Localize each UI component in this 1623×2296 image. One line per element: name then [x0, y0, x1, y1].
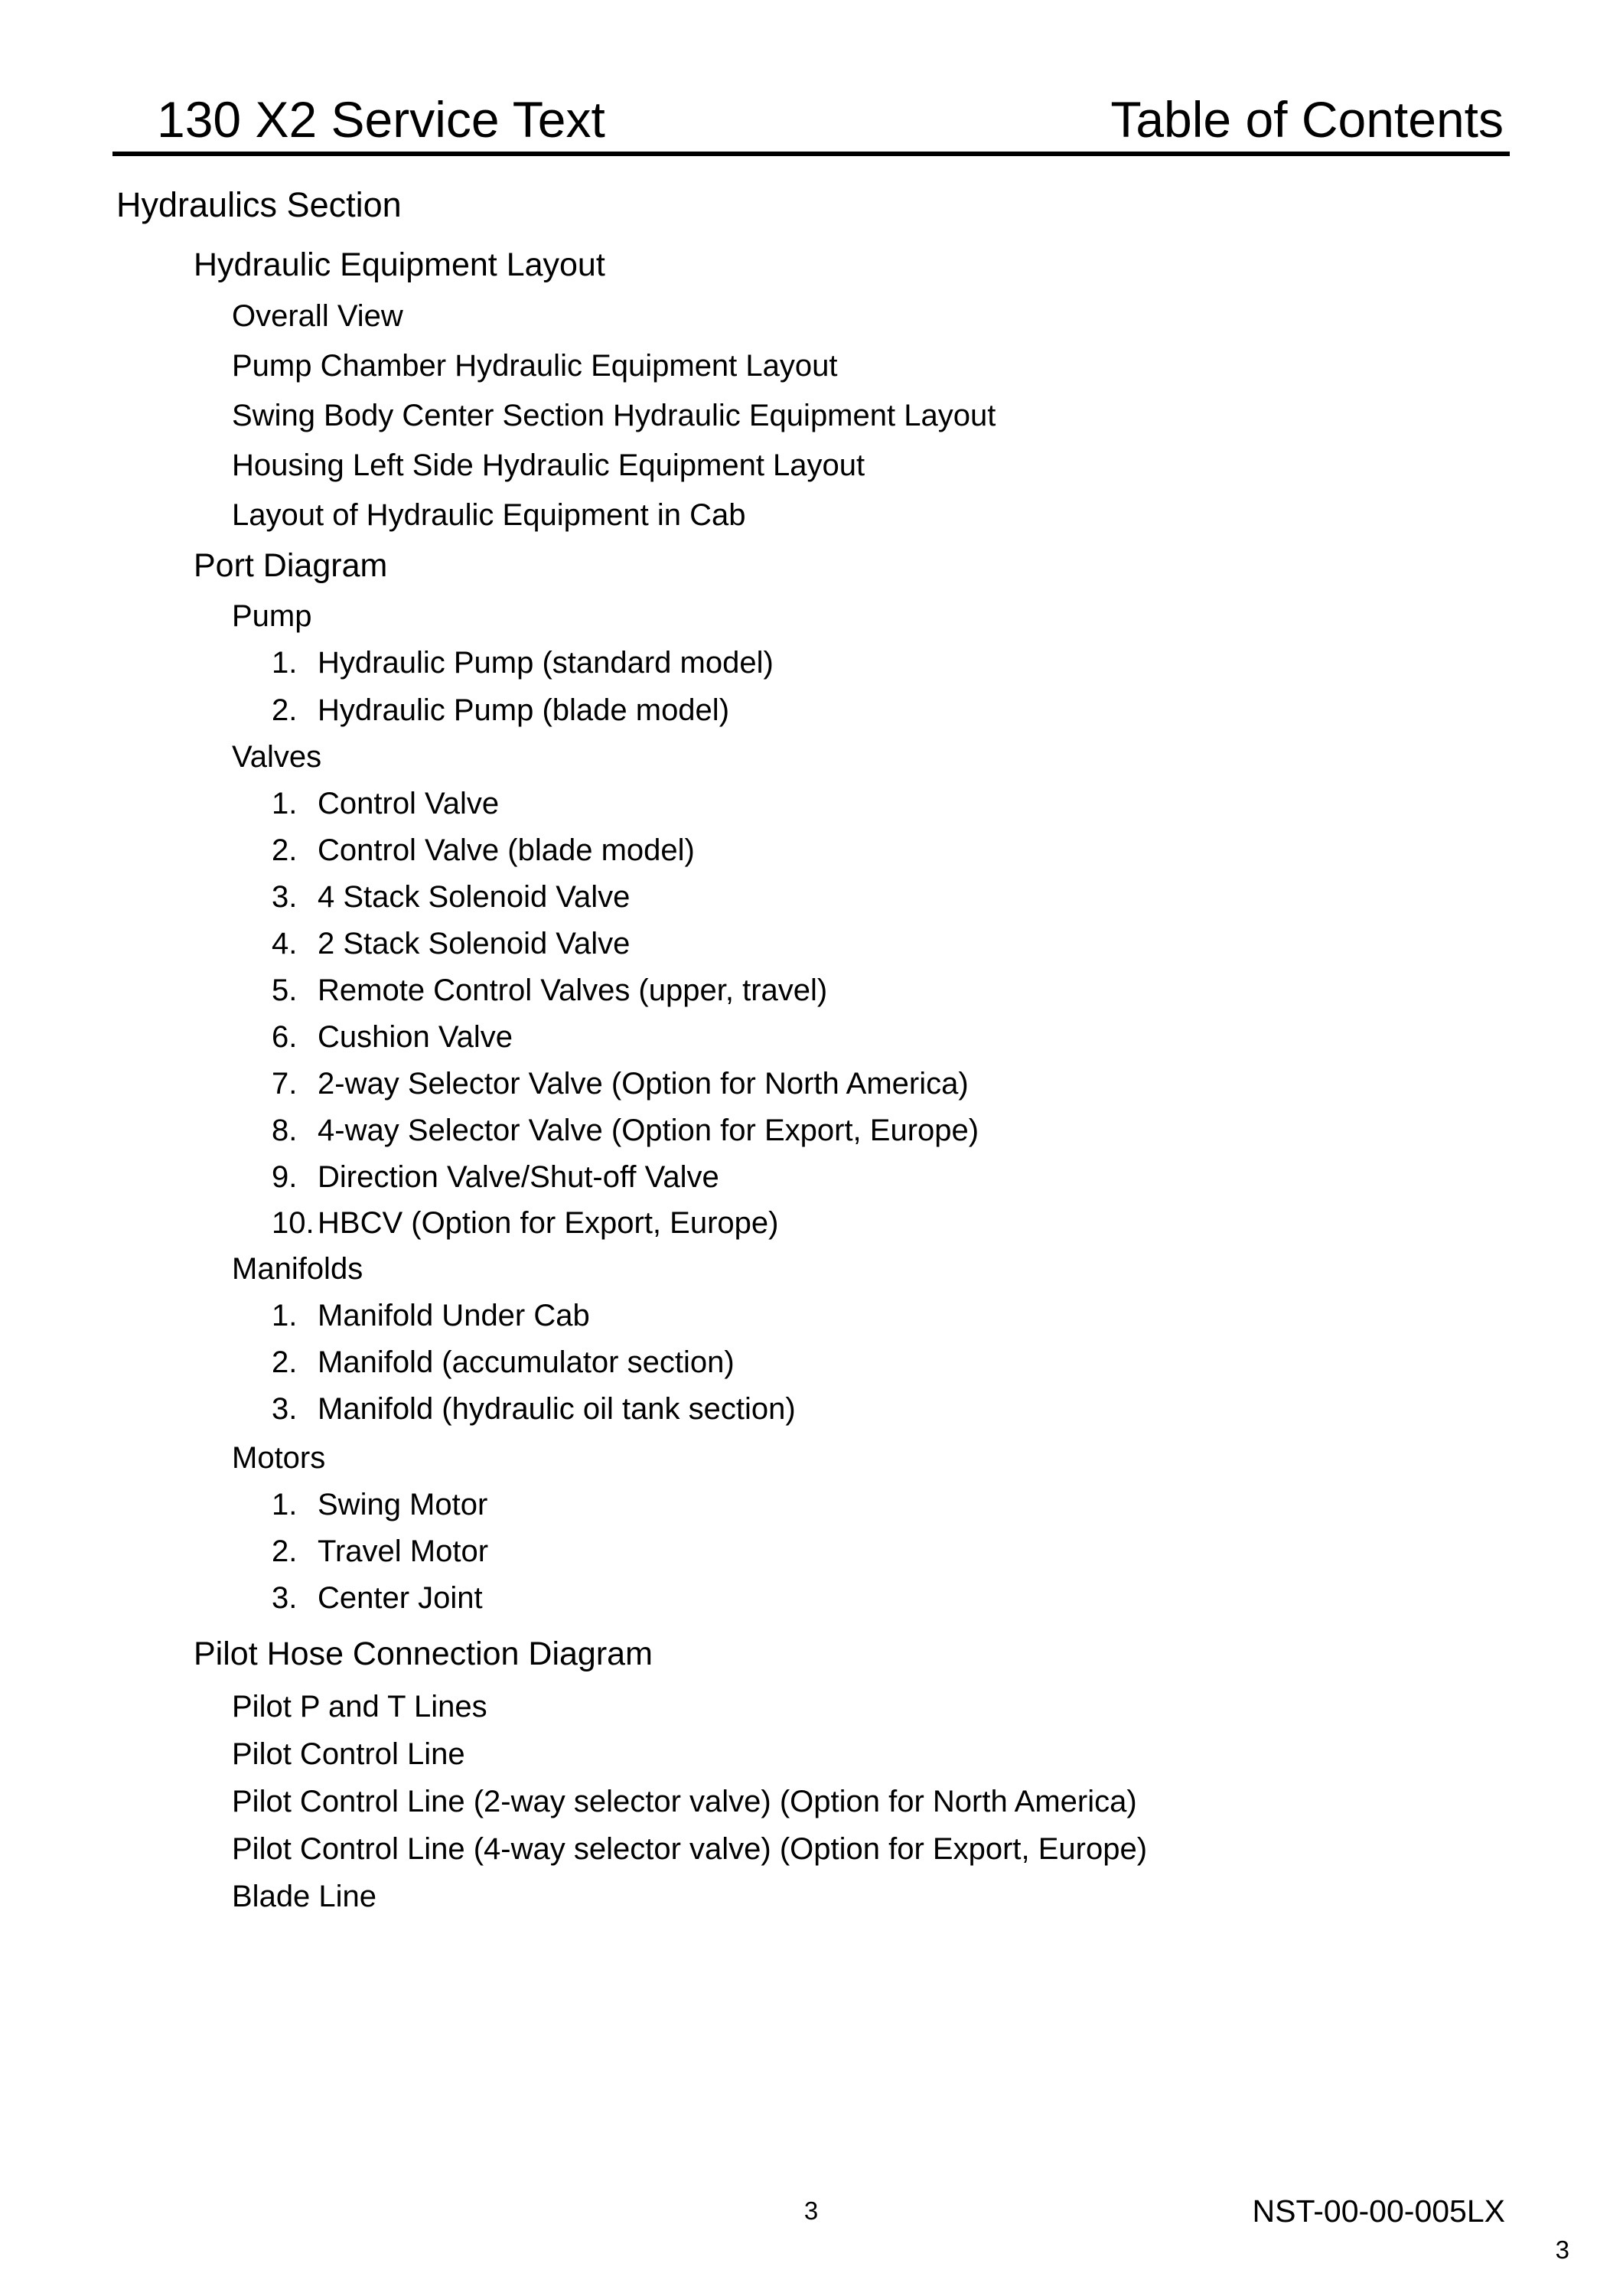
- toc-entry: [232, 400, 996, 431]
- toc-entry: [272, 695, 729, 726]
- toc-entry: [272, 1394, 796, 1424]
- toc-entry-label: Control Valve: [318, 787, 500, 820]
- toc-entry-label: Pilot Hose Connection Diagram: [194, 1636, 653, 1672]
- toc-entry: [194, 547, 388, 584]
- toc-entry: [272, 1022, 513, 1052]
- toc-entry-label: Valves: [232, 740, 322, 774]
- toc-entry: [232, 301, 403, 331]
- toc-entry: [272, 835, 695, 866]
- toc-entry: [116, 185, 402, 224]
- toc-entry: [232, 1834, 1147, 1864]
- toc-entry-number: 1.: [272, 1488, 298, 1521]
- footer-document-number: NST-00-00-005LX: [1252, 2193, 1505, 2229]
- toc-entry: [272, 1162, 719, 1192]
- toc-entry-label: Remote Control Valves (upper, travel): [318, 974, 828, 1007]
- toc-entry-number: 6.: [272, 1020, 298, 1054]
- toc-entry-label: Manifold (hydraulic oil tank section): [318, 1392, 796, 1426]
- toc-entry-label: Pilot Control Line (2-way selector valve) (Option for North America): [232, 1785, 1137, 1818]
- toc-entry: [272, 647, 774, 678]
- corner-page-number: 3: [1555, 2236, 1569, 2264]
- toc-entry-label: Center Joint: [318, 1581, 483, 1615]
- toc-entry-number: 3.: [272, 1392, 298, 1426]
- toc-entry: [232, 1739, 465, 1769]
- toc-entry-number: 1.: [272, 1299, 298, 1332]
- toc-entry-label: Manifold Under Cab: [318, 1299, 590, 1332]
- toc-entry-label: Layout of Hydraulic Equipment in Cab: [232, 498, 746, 532]
- toc-entry: [232, 1691, 487, 1722]
- toc-entry: [272, 1208, 778, 1238]
- footer-page-number: 3: [803, 2197, 819, 2225]
- toc-entry-label: Manifolds: [232, 1252, 363, 1286]
- toc-entry-label: 2 Stack Solenoid Valve: [318, 927, 631, 960]
- toc-entry: [272, 1347, 735, 1378]
- toc-entry-label: Swing Motor: [318, 1488, 488, 1521]
- toc-entry-number: 4.: [272, 927, 298, 960]
- toc-entry: [232, 742, 321, 772]
- toc-entry-label: Hydraulic Equipment Layout: [194, 246, 605, 283]
- toc-entry-label: 2-way Selector Valve (Option for North America): [318, 1067, 969, 1101]
- toc-entry: [232, 351, 838, 381]
- toc-entry-number: 2.: [272, 693, 298, 727]
- toc-entry-label: 4-way Selector Valve (Option for Export, Europe): [318, 1114, 979, 1147]
- toc-entry-label: Port Diagram: [194, 547, 388, 584]
- toc-entry-number: 10.: [272, 1206, 314, 1240]
- toc-entry-label: Pilot Control Line: [232, 1737, 465, 1771]
- toc-entry-number: 3.: [272, 1581, 298, 1615]
- toc-entry: [194, 1638, 653, 1671]
- toc-entry-label: 4 Stack Solenoid Valve: [318, 880, 631, 914]
- toc-entry-number: 3.: [272, 880, 298, 914]
- toc-entry: [232, 601, 312, 631]
- toc-entry: [232, 1881, 376, 1912]
- toc-entry-number: 9.: [272, 1160, 298, 1194]
- toc-entry-label: Overall View: [232, 299, 403, 333]
- toc-entry-label: Motors: [232, 1441, 326, 1475]
- toc-entry-label: Pilot P and T Lines: [232, 1690, 487, 1724]
- toc-entry: [272, 1300, 590, 1331]
- toc-entry-label: HBCV (Option for Export, Europe): [318, 1206, 779, 1240]
- toc-entry-label: Hydraulics Section: [116, 185, 402, 224]
- toc-entry-label: Hydraulic Pump (standard model): [318, 646, 774, 680]
- toc-entry: [272, 788, 499, 819]
- toc-entry-label: Housing Left Side Hydraulic Equipment Layout: [232, 448, 865, 482]
- toc-entry-number: 7.: [272, 1067, 298, 1101]
- toc-entry: [272, 975, 827, 1006]
- toc-entry: [272, 1068, 969, 1099]
- toc-entry-label: Pump Chamber Hydraulic Equipment Layout: [232, 349, 838, 383]
- toc-entry: [232, 1786, 1137, 1817]
- toc-entry-label: Swing Body Center Section Hydraulic Equipment Layout: [232, 399, 996, 432]
- toc-entry: [272, 1489, 487, 1520]
- toc-entry-label: Direction Valve/Shut-off Valve: [318, 1160, 719, 1194]
- toc-entry-number: 2.: [272, 1534, 298, 1568]
- toc-entry-label: Pilot Control Line (4-way selector valve) (Option for Export, Europe): [232, 1832, 1148, 1866]
- toc-entry-label: Manifold (accumulator section): [318, 1345, 735, 1379]
- toc-entry-label: Control Valve (blade model): [318, 833, 695, 867]
- toc-entry: [194, 246, 605, 283]
- toc-entry-number: 2.: [272, 833, 298, 867]
- toc-entry-number: 1.: [272, 787, 298, 820]
- toc-entry-number: 8.: [272, 1114, 298, 1147]
- toc-entry-label: Hydraulic Pump (blade model): [318, 693, 730, 727]
- toc-entry: [272, 928, 630, 959]
- toc-entry: [272, 1536, 488, 1567]
- toc-entry: [272, 1583, 483, 1613]
- toc-entry-number: 1.: [272, 646, 298, 680]
- page-section-title: Table of Contents: [1110, 91, 1504, 148]
- toc-entry-label: Travel Motor: [318, 1534, 489, 1568]
- toc-entry-number: 5.: [272, 974, 298, 1007]
- toc-entry: [232, 1254, 363, 1284]
- toc-entry: [232, 1443, 325, 1473]
- toc-entry-label: Blade Line: [232, 1880, 377, 1913]
- toc-entry-number: 2.: [272, 1345, 298, 1379]
- toc-entry-label: Cushion Valve: [318, 1020, 513, 1054]
- toc-entry: [272, 1115, 979, 1146]
- toc-entry: [232, 500, 745, 530]
- toc-entry: [232, 450, 865, 481]
- toc-entry-label: Pump: [232, 599, 312, 633]
- toc-entry: [272, 882, 630, 912]
- document-title: 130 X2 Service Text: [157, 91, 605, 148]
